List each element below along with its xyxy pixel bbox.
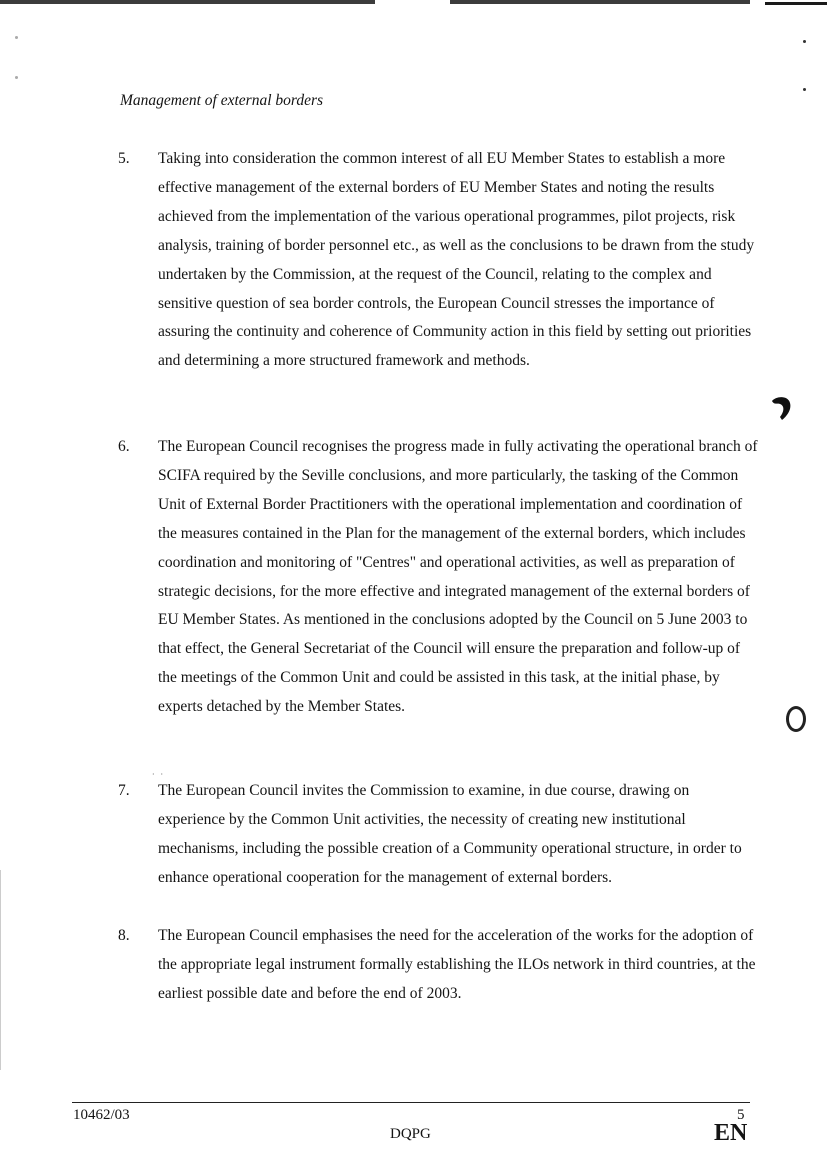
punch-hole-mark — [786, 706, 806, 732]
page-number: 5 — [737, 1107, 745, 1123]
top-scan-rule — [450, 0, 750, 4]
scan-speck — [15, 76, 18, 79]
language-code: EN — [714, 1120, 748, 1146]
paragraph-7 — [118, 777, 758, 893]
scan-speck — [803, 40, 806, 43]
punch-hole-mark — [770, 395, 792, 421]
paragraph-text: The European Council invites the Commission to examine, in due course, drawing on experience by the Common Unit activities, the necessity of creating new institutional mechanisms, including the possible creation of a Community operational structure, in order to enhance operational cooperation for the management of external borders. — [158, 782, 742, 886]
paragraph-number: 8. — [118, 927, 130, 944]
paragraph-number: 7. — [118, 782, 130, 799]
paragraph-8 — [118, 922, 758, 1009]
scan-speck — [803, 88, 806, 91]
top-scan-rule — [0, 0, 375, 4]
section-heading: Management of external borders — [120, 92, 324, 109]
paragraph-text: The European Council emphasises the need for the acceleration of the works for the adoption of the appropriate legal instrument formally establishing the ILOs network in third countries, at the earliest possible date and before the end of 2003. — [158, 927, 756, 1002]
paragraph-number: 5. — [118, 150, 130, 167]
scan-speck: ‧‧ — [152, 770, 170, 779]
scan-speck — [15, 36, 18, 39]
paragraph-text: The European Council recognises the progress made in fully activating the operational branch of SCIFA required by the Seville conclusions, and more particularly, the tasking of the Common Unit of External Border Practitioners with the operational implementation and coordination of the measures contained in the Plan for the management of the external borders, which includes coordination and monitoring of "Centres" and operational activities, as well as preparation of strategic decisions, for the more effective and integrated management of the external borders of EU Member States. As mentioned in the conclusions adopted by the Council on 5 June 2003 to that effect, the General Secretariat of the Council will ensure the preparation and follow-up of the meetings of the Common Unit and could be assisted in this task, at the initial phase, by experts detached by the Member States. — [158, 438, 758, 716]
scan-edge — [0, 870, 1, 1070]
paragraph-number: 6. — [118, 438, 130, 455]
document-reference: 10462/03 — [73, 1107, 130, 1123]
department-code: DQPG — [390, 1126, 431, 1142]
top-scan-rule — [765, 2, 827, 5]
paragraph-5 — [118, 145, 758, 376]
paragraph-text: Taking into consideration the common interest of all EU Member States to establish a more effective management of the external borders of EU Member States and noting the results achieved from the implementation of the various operational programmes, pilot projects, risk analysis, training of border personnel etc., as well as the conclusions to be drawn from the study undertaken by the Commission, at the request of the Council, relating to the complex and sensitive question of sea border controls, the European Council stresses the importance of assuring the continuity and coherence of Community action in this field by setting out priorities and determining a more structured framework and methods. — [158, 150, 755, 370]
footer-divider — [72, 1102, 750, 1103]
paragraph-6 — [118, 433, 758, 722]
